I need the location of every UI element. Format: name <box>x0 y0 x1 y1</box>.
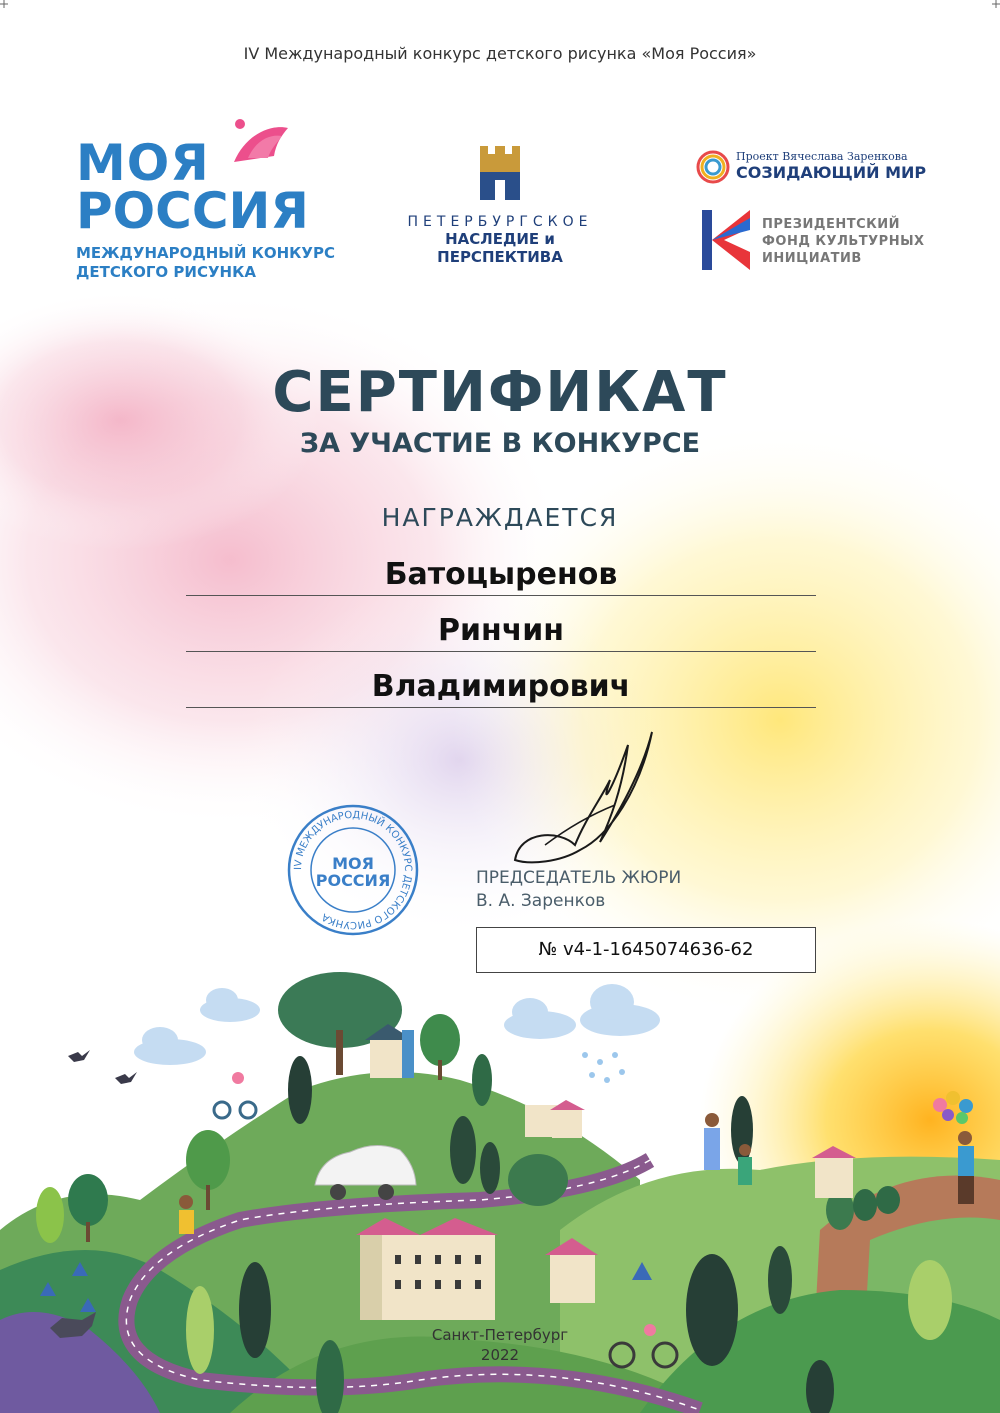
moya-rossiya-logo <box>76 134 336 282</box>
pf-line1: ПРЕЗИДЕНТСКИЙ <box>762 217 901 232</box>
logo-sub-line2: ДЕТСКОГО РИСУНКА <box>76 263 256 281</box>
bird-icon <box>226 114 296 164</box>
rain <box>582 1052 625 1083</box>
certificate-title: СЕРТИФИКАТ <box>272 360 728 425</box>
peterburg-line1: ПЕТЕРБУРГСКОЕ <box>407 214 593 230</box>
recipient-first-name: Ринчин <box>186 611 816 652</box>
svg-text:МОЯ: МОЯ <box>332 854 374 873</box>
tower-icon <box>480 146 520 200</box>
sozidayushchiy-mir-logo <box>696 150 956 182</box>
birds <box>68 1050 137 1084</box>
presidential-fund-logo <box>700 208 960 276</box>
rainbow-circle-icon <box>696 150 730 184</box>
crop-mark-right <box>992 0 1000 8</box>
logo-word-moya: МОЯ <box>76 134 210 192</box>
jury-chair-name: В. А. Заренков <box>476 891 606 911</box>
contest-name: IV Международный конкурс детского рисунка «Моя Россия» <box>243 44 757 63</box>
stamp-seal-icon <box>286 803 420 937</box>
jury-role: ПРЕДСЕДАТЕЛЬ ЖЮРИ <box>476 868 682 888</box>
sozidayushchiy-line2: СОЗИДАЮЩИЙ МИР <box>736 163 927 182</box>
certificate-number: № v4-1-1645074636-62 <box>476 927 816 973</box>
year: 2022 <box>480 1346 520 1364</box>
recipient-surname: Батоцыренов <box>186 555 816 596</box>
certificate-subtitle: ЗА УЧАСТИЕ В КОНКУРСЕ <box>299 428 701 459</box>
logo-sub-line1: МЕЖДУНАРОДНЫЙ КОНКУРС <box>76 244 335 262</box>
sozidayushchiy-line1: Проект Вячеслава Заренкова <box>736 150 908 163</box>
awarded-label: НАГРАЖДАЕТСЯ <box>381 503 619 532</box>
recipient-patronymic: Владимирович <box>186 667 816 708</box>
logo-word-rossiya: РОССИЯ <box>76 182 309 240</box>
pf-line2: ФОНД КУЛЬТУРНЫХ <box>762 234 925 249</box>
svg-text:IV МЕЖДУНАРОДНЫЙ КОНКУРС ДЕТСК: IV МЕЖДУНАРОДНЫЙ КОНКУРС ДЕТСКОГО РИСУНКА <box>292 809 414 931</box>
peterburg-logo <box>390 146 610 266</box>
svg-text:РОССИЯ: РОССИЯ <box>315 871 391 890</box>
contest-stamp <box>286 803 420 937</box>
crop-mark-left <box>0 0 8 8</box>
peterburg-line2: НАСЛЕДИЕ и ПЕРСПЕКТИВА <box>437 230 563 266</box>
city: Санкт-Петербург <box>431 1326 569 1344</box>
pfki-k-icon <box>700 208 754 272</box>
pf-line3: ИНИЦИАТИВ <box>762 251 862 266</box>
